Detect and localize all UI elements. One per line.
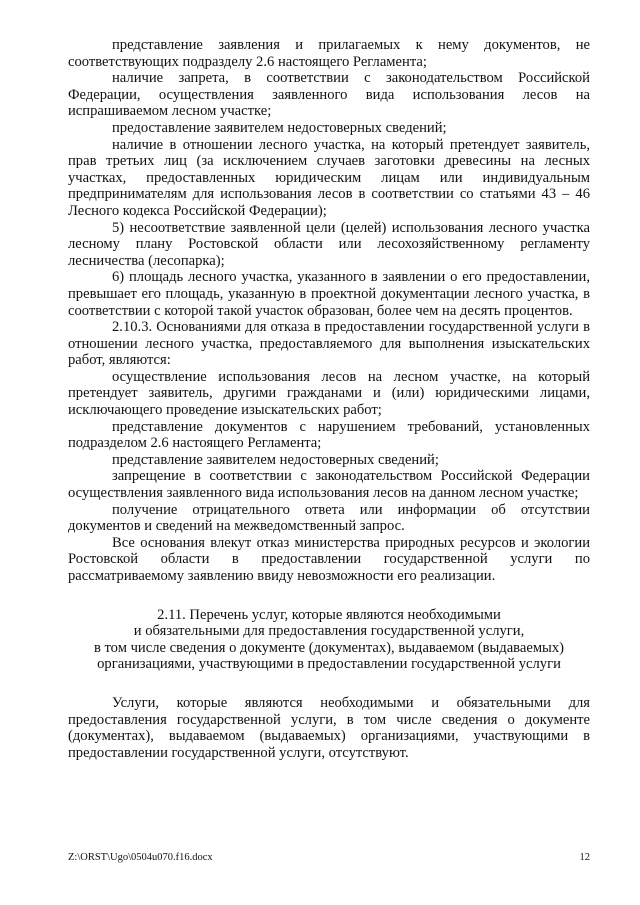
paragraph: предоставление заявителем недостоверных сведений; (112, 119, 447, 136)
paragraph: представление документов с нарушением требований, установленных подразделом 2.6 настоящего Регламента; (68, 418, 590, 452)
heading-line: и обязательными для предоставления государственной услуги, (133, 623, 525, 640)
paragraph: осуществление использования лесов на лесном участке, на который претендует заявитель, другими гражданами и (или) юридическими лицами, исключающего проведение изыскательских работ; (68, 368, 590, 419)
paragraph: наличие запрета, в соответствии с законодательством Российской Федерации, осуществления заявленного вида использования лесов на испрашиваемом лесном участке; (68, 70, 590, 120)
paragraph: 6) площадь лесного участка, указанного в заявлении о его предоставлении, превышает его площадь, указанную в проектной документации лесного участка, в соответствии с которой такой участок образован, более чем на десять процентов. (68, 269, 590, 319)
paragraph: представление заявителем недостоверных сведений; (112, 451, 439, 468)
paragraph: наличие в отношении лесного участка, на который претендует заявитель, прав третьих лиц (за исключением случаев заготовки древесины на лесных участках, предоставленных юридическим лицам или индивидуальным предпринимателям для использования лесов в соответствии со статьями 43 – 46 Лесного кодекса Российской Федерации); (68, 136, 590, 219)
paragraph: представление заявления и прилагаемых к нему документов, не соответствующих подразделу 2.6 настоящего Регламента; (68, 37, 590, 70)
heading-line: 2.11. Перечень услуг, которые являются необходимыми (157, 606, 501, 623)
footer-file-path: Z:\ORST\Ugo\0504u070.f16.docx (68, 852, 213, 863)
page-footer (68, 852, 590, 864)
paragraph: получение отрицательного ответа или информации об отсутствии документов и сведений на межведомственный запрос. (68, 501, 590, 535)
paragraph: 5) несоответствие заявленной цели (целей) использования лесного участка лесному плану Ростовской области или лесохозяйственному регламенту лесничества (лесопарка); (68, 219, 590, 269)
paragraph: 2.10.3. Основаниями для отказа в предоставлении государственной услуги в отношении лесного участка, предоставляемого для выполнения изыскательских работ, являются: (68, 319, 590, 369)
paragraph: запрещение в соответствии с законодательством Российской Федерации осуществления заявленного вида использования лесов на данном лесном участке; (68, 468, 590, 502)
heading-line: организациями, участвующими в предоставлении государственной услуги (97, 656, 561, 673)
page-number: 12 (579, 852, 590, 863)
heading-line: в том числе сведения о документе (документах), выдаваемом (выдаваемых) (93, 639, 565, 656)
paragraph: Все основания влекут отказ министерства природных ресурсов и экологии Ростовской области в предоставлении государственной услуги по рассматриваемому заявлению ввиду невозможности его реализации. (68, 534, 590, 584)
paragraph: Услуги, которые являются необходимыми и обязательными для предоставления государственной услуги, в том числе сведения о документе (документах), выдаваемом (выдаваемых) организациями, участвующими в предоставлении государственной услуги, отсутствуют. (68, 694, 590, 761)
section-heading (68, 607, 590, 673)
